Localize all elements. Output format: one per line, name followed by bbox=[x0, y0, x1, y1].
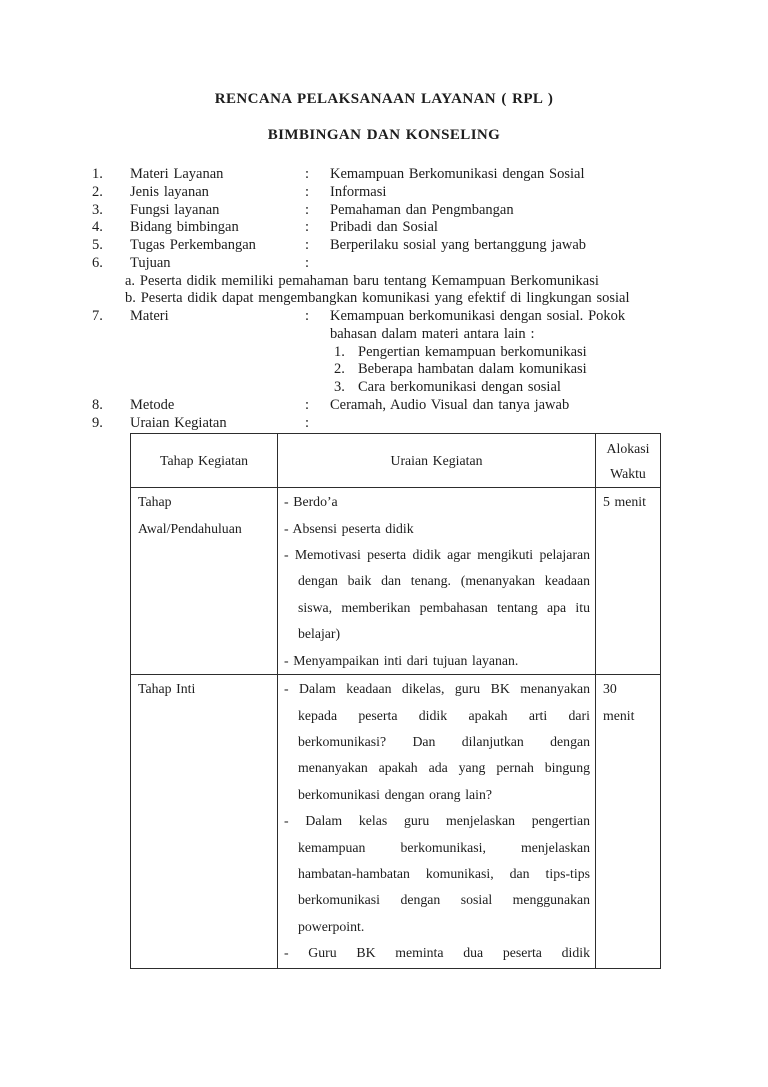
item-label: Fungsi layanan bbox=[130, 201, 220, 218]
stage-line: Awal/Pendahuluan bbox=[138, 520, 242, 536]
stage-line: Tahap Inti bbox=[138, 681, 196, 697]
time-line: 5 menit bbox=[603, 494, 646, 510]
materi-point-text: Pengertian kemampuan berkomunikasi bbox=[358, 343, 587, 360]
document-subtitle: BIMBINGAN DAN KONSELING bbox=[267, 127, 501, 143]
materi-point-text: Beberapa hambatan dalam komunikasi bbox=[358, 361, 587, 378]
activity-bullet: - Menyampaikan inti dari tujuan layanan. bbox=[284, 652, 519, 668]
item-colon: : bbox=[305, 183, 310, 200]
document-title: RENCANA PELAKSANAAN LAYANAN ( RPL ) bbox=[214, 91, 554, 107]
time-line: menit bbox=[603, 707, 635, 723]
item-value: Kemampuan Berkomunikasi dengan Sosial bbox=[330, 166, 585, 182]
materi-point bbox=[330, 379, 676, 397]
header-uraian-kegiatan: Uraian Kegiatan bbox=[278, 434, 596, 488]
item-label: Materi bbox=[130, 308, 169, 324]
activity-cell bbox=[278, 675, 596, 969]
list-item-bidang-bimbingan bbox=[92, 219, 676, 237]
time-line: 30 bbox=[603, 681, 617, 697]
item-value: Pemahaman dan Pengmbangan bbox=[330, 201, 514, 218]
header-waktu-line: Waktu bbox=[610, 465, 646, 481]
materi-point-number: 3. bbox=[334, 379, 345, 395]
table-row-tahap-awal bbox=[131, 488, 661, 675]
tujuan-point-b: b. Peserta didik dapat mengembangkan komunikasi yang efektif di lingkungan sosial bbox=[125, 290, 630, 307]
list-item-uraian-kegiatan bbox=[92, 415, 676, 433]
materi-point bbox=[330, 361, 676, 379]
time-cell bbox=[596, 488, 661, 675]
item-value: Berperilaku sosial yang bertanggung jawab bbox=[330, 237, 587, 253]
activity-bullet: - Berdo’a bbox=[284, 494, 338, 510]
header-alokasi-waktu bbox=[596, 434, 661, 488]
list-item-tugas-perkembangan bbox=[92, 237, 676, 255]
item-value: Ceramah, Audio Visual dan tanya jawab bbox=[330, 396, 570, 413]
materi-point-number: 2. bbox=[334, 361, 345, 378]
item-number: 3. bbox=[92, 201, 103, 218]
header-tahap-kegiatan: Tahap Kegiatan bbox=[131, 434, 278, 488]
item-colon: : bbox=[305, 308, 310, 324]
item-label: Tugas Perkembangan bbox=[130, 237, 256, 253]
list-item-materi bbox=[92, 308, 676, 397]
materi-point-number: 1. bbox=[334, 343, 345, 360]
item-number: 2. bbox=[92, 183, 103, 200]
list-item-tujuan bbox=[92, 255, 676, 273]
activity-bullet: - Dalam kelas guru menjelaskan pengertian kemampuan berkomunikasi, menjelaskan hambatan-hambatan komunikasi, dan tips-tips berkomunikasi dengan sosial menggunakan powerpoint. bbox=[284, 813, 590, 934]
item-colon: : bbox=[305, 166, 310, 182]
item-colon: : bbox=[305, 237, 310, 253]
item-colon: : bbox=[305, 219, 310, 236]
item-label: Uraian Kegiatan bbox=[130, 414, 227, 431]
item-value: Pribadi dan Sosial bbox=[330, 219, 438, 236]
tujuan-point-a: a. Peserta didik memiliki pemahaman baru tentang Kemampuan Berkomunikasi bbox=[125, 272, 599, 289]
item-colon: : bbox=[305, 254, 310, 271]
item-value: Informasi bbox=[330, 183, 387, 200]
item-number: 5. bbox=[92, 237, 103, 253]
numbered-list bbox=[92, 166, 676, 432]
materi-point-text: Cara berkomunikasi dengan sosial bbox=[358, 379, 561, 395]
item-label: Tujuan bbox=[130, 254, 171, 271]
materi-line-2: bahasan dalam materi antara lain : bbox=[330, 325, 535, 342]
activity-bullet: - Memotivasi peserta didik agar mengikuti pelajaran dengan baik dan tenang. (menanyakan keadaan siswa, memberikan pembahasan tentang apa itu belajar) bbox=[284, 547, 590, 642]
item-label: Jenis layanan bbox=[130, 183, 209, 200]
list-item-fungsi-layanan bbox=[92, 202, 676, 220]
item-number: 9. bbox=[92, 414, 103, 431]
item-label: Metode bbox=[130, 396, 175, 413]
item-number: 8. bbox=[92, 396, 103, 413]
list-item-materi-layanan bbox=[92, 166, 676, 184]
list-item-jenis-layanan bbox=[92, 184, 676, 202]
item-number: 7. bbox=[92, 308, 103, 324]
activity-table bbox=[130, 433, 661, 969]
header-alokasi-line: Alokasi bbox=[606, 440, 650, 456]
table-row-tahap-inti bbox=[131, 675, 661, 969]
list-item-metode bbox=[92, 397, 676, 415]
item-colon: : bbox=[305, 396, 310, 413]
item-colon: : bbox=[305, 414, 310, 431]
item-number: 6. bbox=[92, 254, 103, 271]
materi-point bbox=[330, 344, 676, 362]
activity-bullet: - Dalam keadaan dikelas, guru BK menanyakan kepada peserta didik apakah arti dari berkomunikasi? Dan dilanjutkan dengan menanyakan apakah ada yang pernah bingung berkomunikasi dengan orang lain? bbox=[284, 681, 590, 802]
activity-bullet: - Guru BK meminta dua peserta didik bbox=[284, 945, 590, 961]
activity-cell bbox=[278, 488, 596, 675]
item-number: 4. bbox=[92, 219, 103, 236]
materi-value bbox=[330, 308, 676, 397]
item-label: Bidang bimbingan bbox=[130, 219, 239, 236]
materi-line-1: Kemampuan berkomunikasi dengan sosial. Pokok bbox=[330, 308, 626, 324]
item-colon: : bbox=[305, 201, 310, 218]
stage-line: Tahap bbox=[138, 494, 172, 510]
activity-bullet: - Absensi peserta didik bbox=[284, 520, 414, 536]
item-label: Materi Layanan bbox=[130, 166, 224, 182]
stage-cell bbox=[131, 675, 278, 969]
item-number: 1. bbox=[92, 166, 103, 182]
time-cell bbox=[596, 675, 661, 969]
stage-cell bbox=[131, 488, 278, 675]
table-header-row bbox=[131, 434, 661, 488]
